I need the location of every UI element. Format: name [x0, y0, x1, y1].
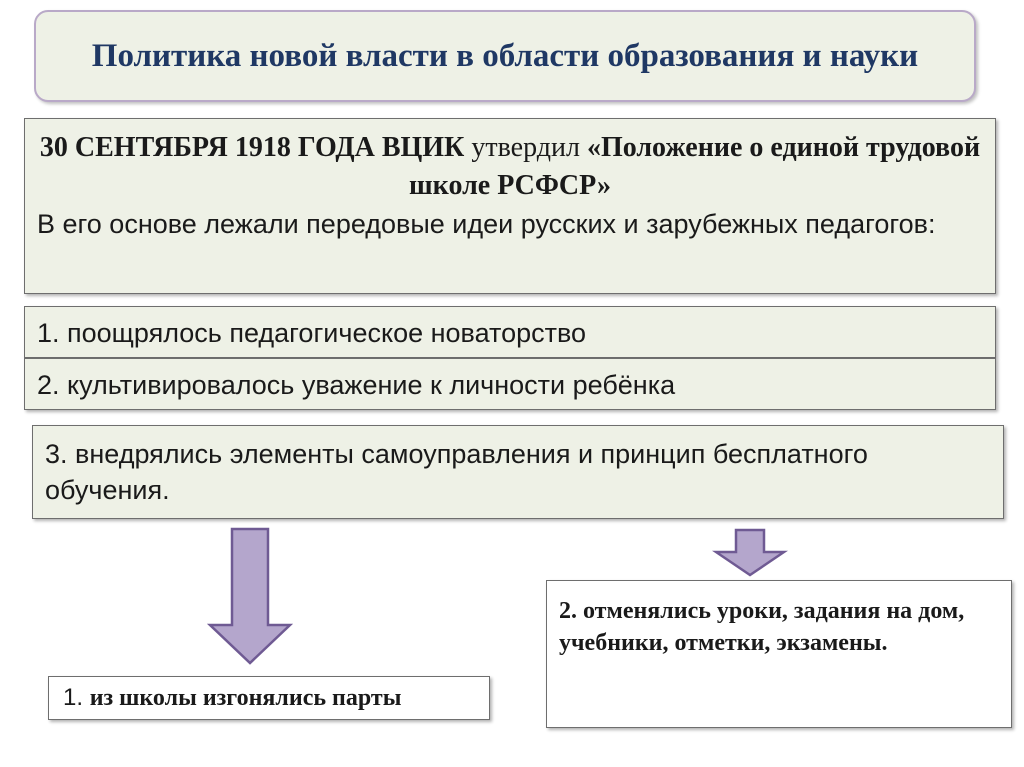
principle-1: 1. поощрялось педагогическое новаторство — [24, 306, 996, 358]
consequence-lessons-box — [546, 580, 1012, 728]
decree-info-box — [24, 118, 996, 294]
consequence-1-number: 1. — [63, 684, 90, 711]
page-title: Политика новой власти в области образования и науки — [91, 38, 919, 74]
decree-verb: утвердил — [464, 132, 587, 163]
principle-3: 3. внедрялись элементы самоуправления и принцип бесплатного обучения. — [32, 425, 1004, 519]
decree-date-authority: 30 СЕНТЯБРЯ 1918 ГОДА ВЦИК — [39, 132, 465, 163]
consequence-2-text: 2. отменялись уроки, задания на дом, учебники, отметки, экзамены. — [559, 598, 965, 656]
decree-document-title: «Положение о единой трудовой школе РСФСР» — [409, 132, 981, 201]
title-box — [34, 10, 976, 102]
decree-heading — [25, 129, 995, 205]
down-arrow-right-icon — [712, 528, 788, 578]
consequence-desks-box — [48, 676, 490, 720]
principle-2: 2. культивировалось уважение к личности ребёнка — [24, 358, 996, 410]
down-arrow-left-icon — [206, 527, 294, 667]
consequence-1-text: из школы изгонялись парты — [89, 685, 402, 711]
decree-basis-text: В его основе лежали передовые идеи русских и зарубежных педагогов: — [37, 209, 936, 239]
